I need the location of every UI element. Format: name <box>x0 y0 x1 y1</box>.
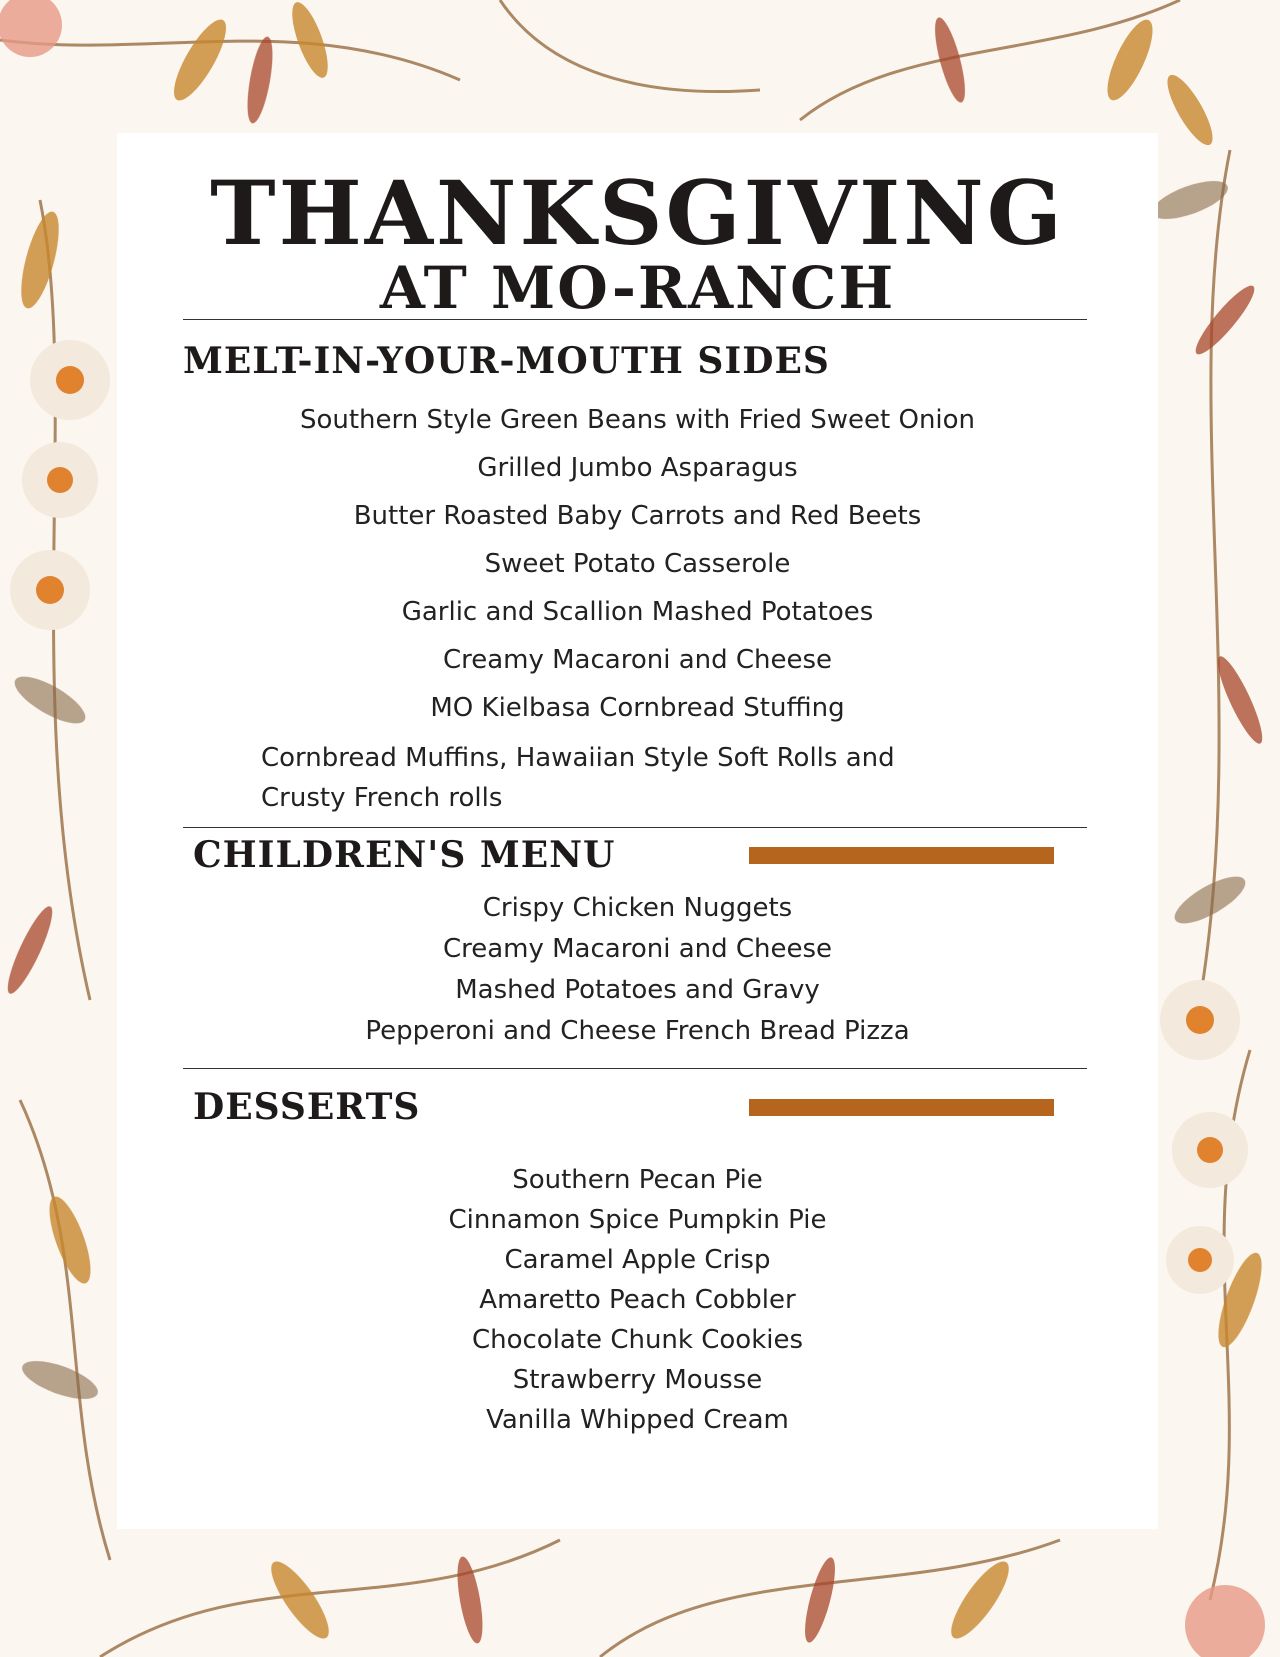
list-item: Mashed Potatoes and Gravy <box>455 975 820 1005</box>
list-item: Vanilla Whipped Cream <box>486 1405 789 1435</box>
divider <box>183 827 1087 828</box>
list-item: Creamy Macaroni and Cheese <box>442 934 833 964</box>
list-item: Southern Pecan Pie <box>512 1165 763 1195</box>
sides-list <box>117 396 1158 732</box>
list-item: Southern Style Green Beans with Fried Sweet Onion <box>299 405 976 435</box>
section-heading-sides: MELT-IN-YOUR-MOUTH SIDES <box>183 340 830 382</box>
menu-title: THANKSGIVING <box>210 161 1065 265</box>
accent-bar <box>749 1099 1054 1116</box>
desserts-list <box>117 1160 1158 1440</box>
list-item-rolls: Cornbread Muffins, Hawaiian Style Soft Rolls and Crusty French rolls <box>261 743 895 813</box>
section-heading-children: CHILDREN'S MENU <box>193 834 616 876</box>
menu-panel <box>117 133 1158 1529</box>
list-item: Garlic and Scallion Mashed Potatoes <box>401 597 874 627</box>
list-item: Strawberry Mousse <box>512 1365 763 1395</box>
list-item: MO Kielbasa Cornbread Stuffing <box>430 693 845 723</box>
divider <box>183 1068 1087 1069</box>
children-list <box>117 888 1158 1052</box>
menu-subtitle: AT MO-RANCH <box>379 254 896 322</box>
divider <box>183 319 1087 320</box>
list-item: Cinnamon Spice Pumpkin Pie <box>448 1205 827 1235</box>
list-item: Amaretto Peach Cobbler <box>479 1285 796 1315</box>
list-item: Butter Roasted Baby Carrots and Red Beets <box>353 501 922 531</box>
list-item: Caramel Apple Crisp <box>504 1245 771 1275</box>
list-item: Sweet Potato Casserole <box>484 549 791 579</box>
list-item: Creamy Macaroni and Cheese <box>442 645 833 675</box>
list-item: Pepperoni and Cheese French Bread Pizza <box>365 1016 910 1046</box>
list-item: Grilled Jumbo Asparagus <box>477 453 798 483</box>
list-item: Crispy Chicken Nuggets <box>482 893 793 923</box>
section-heading-desserts: DESSERTS <box>193 1086 421 1128</box>
accent-bar <box>749 847 1054 864</box>
list-item: Chocolate Chunk Cookies <box>471 1325 804 1355</box>
